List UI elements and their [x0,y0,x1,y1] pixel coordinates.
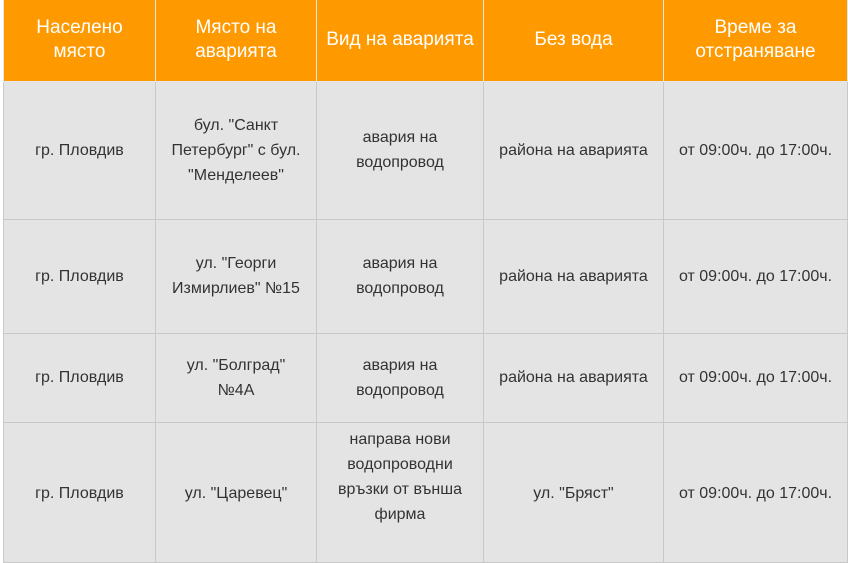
header-row [4,0,848,81]
cell-settlement: гр. Пловдив [4,81,156,219]
table-header [4,0,848,81]
cell-settlement: гр. Пловдив [4,219,156,333]
outages-table [3,0,848,563]
table-row [4,422,848,562]
cell-settlement: гр. Пловдив [4,422,156,562]
cell-repair-time: от 09:00ч. до 17:00ч. [664,333,848,422]
cell-repair-time: от 09:00ч. до 17:00ч. [664,422,848,562]
header-type: Вид на аварията [317,0,484,81]
cell-type: авария на водопровод [317,219,484,333]
cell-location: бул. "Санкт Петербург" с бул. "Менделеев" [156,81,317,219]
cell-type: авария на водопровод [317,333,484,422]
header-no-water: Без вода [484,0,664,81]
table-row [4,333,848,422]
header-location: Място на аварията [156,0,317,81]
cell-settlement: гр. Пловдив [4,333,156,422]
table-body [4,81,848,562]
header-settlement: Населено място [4,0,156,81]
cell-location: ул. "Царевец" [156,422,317,562]
cell-type: авария на водопровод [317,81,484,219]
cell-no-water: района на аварията [484,219,664,333]
table-row [4,81,848,219]
cell-no-water: района на аварията [484,333,664,422]
header-repair-time: Време за отстраняване [664,0,848,81]
cell-repair-time: от 09:00ч. до 17:00ч. [664,81,848,219]
cell-location: ул. "Георги Измирлиев" №15 [156,219,317,333]
cell-location: ул. "Болград" №4А [156,333,317,422]
cell-type: направа нови водопроводни връзки от външа фирма [317,422,484,562]
cell-no-water: ул. "Бряст" [484,422,664,562]
cell-repair-time: от 09:00ч. до 17:00ч. [664,219,848,333]
cell-no-water: района на аварията [484,81,664,219]
table-row [4,219,848,333]
